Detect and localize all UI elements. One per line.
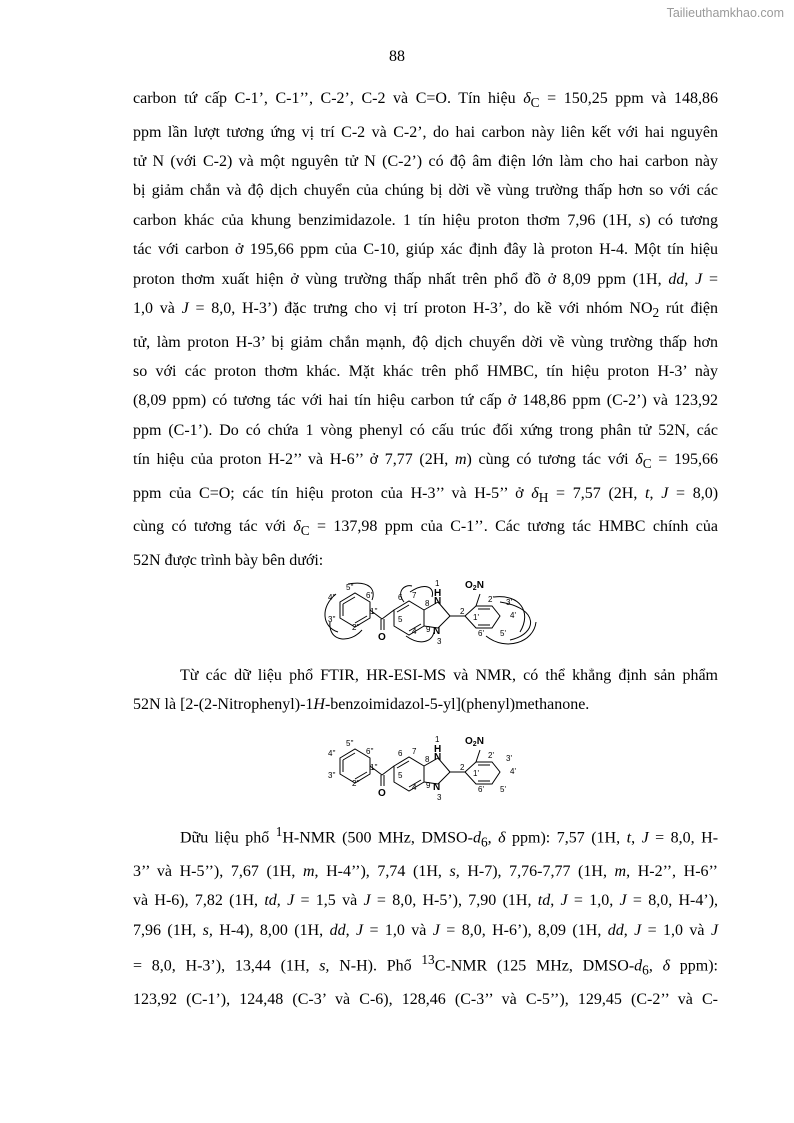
- product-structure-figure: [310, 728, 556, 812]
- atom-label: 5: [398, 615, 403, 624]
- text-line: 123,92 (C-1’), 124,48 (C-3’ và C-6), 128,46 (C-3’’ và C-5’’), 129,45 (C-2’’ và C-: [133, 991, 718, 1009]
- atom-label: 6: [398, 749, 403, 758]
- text-line: (8,09 ppm) có tương tác với hai tín hiệu carbon tứ cấp ở 148,86 ppm (C-2’) và 123,92: [133, 392, 718, 410]
- text-line: 52N được trình bày bên dưới:: [133, 552, 324, 570]
- text-line: 7,96 (1H, s, H-4), 8,00 (1H, dd, J = 1,0 và J = 8,0, H-6’), 8,09 (1H, dd, J = 1,0 và J: [133, 921, 719, 939]
- atom-label: 5: [398, 771, 403, 780]
- atom-label: 2'': [352, 779, 360, 788]
- atom-label: 9: [426, 625, 431, 634]
- atom-label: 2: [460, 763, 465, 772]
- atom-label: 2': [488, 751, 494, 760]
- text-line: tác với carbon ở 195,66 ppm của C-10, giúp xác định đây là proton H-4. Một tín hiệu: [133, 241, 718, 259]
- text-line: bị giảm chắn và độ dịch chuyển của chúng bị dời về vùng trường thấp hơn so với các: [133, 182, 718, 200]
- atom-label: 9: [426, 781, 431, 790]
- atom-label: 1: [435, 735, 440, 744]
- text-line: proton thơm xuất hiện ở vùng trường thấp nhất trên phổ đồ ở 8,09 ppm (1H, dd, J =: [133, 270, 719, 288]
- atom-label: 3'': [328, 615, 336, 624]
- text-line: so với các proton thơm khác. Mặt khác trên phổ HMBC, tín hiệu proton H-3’ này: [133, 363, 718, 381]
- nitro-label: $O_2N$: [465, 736, 484, 748]
- atom-label: 5': [500, 785, 506, 794]
- atom-label: 4'': [328, 749, 336, 758]
- atom-label: 5'': [346, 583, 354, 592]
- atom-label: 3: [437, 793, 442, 802]
- paragraph-hmbc-analysis: [133, 84, 718, 575]
- atom-label: 4: [412, 783, 417, 792]
- atom-label: 7: [412, 591, 417, 600]
- atom-label: N: [434, 752, 442, 763]
- atom-label: 6': [478, 785, 484, 794]
- atom-label: 1': [473, 613, 479, 622]
- atom-label: 8: [425, 599, 430, 608]
- hmbc-structure-figure: [310, 572, 556, 656]
- nitro-label: $O_2N$: [465, 580, 484, 592]
- atom-label: 5': [500, 629, 506, 638]
- text-line: ppm lần lượt tương ứng vị trí C-2 và C-2’, do hai carbon này liên kết với hai nguyên: [133, 123, 718, 141]
- text-line: 1,0 và J = 8,0, H-3’) đặc trưng cho vị trí proton H-3’, do kề với nhóm $NO_2$ rút điện: [133, 300, 718, 321]
- atom-label: 6: [398, 593, 403, 602]
- paragraph-conclusion: [133, 661, 718, 720]
- atom-label: 4'': [328, 593, 336, 602]
- text-line: tín hiệu của proton H-2’’ và H-6’’ ở 7,77 (2H, m) cùng có tương tác với $\delta_C = 195,66$: [133, 451, 719, 472]
- watermark: Tailieuthamkhao.com: [666, 6, 784, 20]
- atom-label: 1'': [370, 607, 378, 616]
- text-line: = 8,0, H-3’), 13,44 (1H, s, N-H). Phổ $^{13}$C-NMR (125 MHz, DMSO-$d_6$, δ ppm):: [133, 952, 718, 978]
- atom-label: 3': [506, 754, 512, 763]
- text-line: tử N (với C-2) và một nguyên tử N (C-2’) có độ âm điện lớn làm cho hai carbon này: [133, 153, 718, 170]
- text-line: ppm của C=O; các tín hiệu proton của H-3’’ và H-5’’ ở $\delta_H = 7,57$ (2H, t, J = 8,0): [133, 484, 719, 506]
- atom-label: H: [434, 588, 442, 599]
- atom-label: 4: [412, 627, 417, 636]
- atom-label: 7: [412, 747, 417, 756]
- text-line: ppm (C-1’). Do có chứa 1 vòng phenyl có cấu trúc đối xứng trong phân tử 52N, các: [133, 421, 718, 439]
- text-line: tử, làm proton H-3’ bị giảm chắn mạnh, độ dịch chuyển dời về vùng trường thấp hơn: [133, 333, 718, 351]
- atom-label: 1: [435, 579, 440, 588]
- atom-label: N: [434, 596, 442, 607]
- atom-label: 6': [478, 629, 484, 638]
- atom-label: N: [433, 782, 441, 793]
- atom-label: 2: [460, 607, 465, 616]
- text-line: 3’’ và H-5’’), 7,67 (1H, m, H-4’’), 7,74 (1H, s, H-7), 7,76-7,77 (1H, m, H-2’’, H-6’’: [133, 862, 719, 880]
- page-number: 88: [389, 48, 405, 65]
- atom-label: 2': [488, 595, 494, 604]
- atom-label: 6'': [366, 747, 374, 756]
- text-line: cùng có tương tác với $\delta_C = 137,98$ ppm của C-1’’. Các tương tác HMBC chính của: [133, 518, 718, 539]
- atom-label: 2'': [352, 623, 360, 632]
- atom-label: 1': [473, 769, 479, 778]
- paragraph-nmr-data: [133, 817, 718, 1014]
- atom-label: 4': [510, 767, 516, 776]
- text-line: 52N là [2-(2-Nitrophenyl)-1H-benzoimidazol-5-yl](phenyl)methanone.: [133, 696, 590, 714]
- atom-label: 4': [510, 611, 516, 620]
- atom-label: 3'': [328, 771, 336, 780]
- text-line: và H-6), 7,82 (1H, td, J = 1,5 và J = 8,0, H-5’), 7,90 (1H, td, J = 1,0, J = 8,0, H-4’),: [133, 892, 719, 910]
- text-line: Từ các dữ liệu phổ FTIR, HR-ESI-MS và NMR, có thể khẳng định sản phẩm: [180, 667, 718, 684]
- text-line: carbon tứ cấp C-1’, C-1’’, C-2’, C-2 và C=O. Tín hiệu $\delta_C = 150,25$ ppm và 148,86: [133, 90, 718, 111]
- text-line: carbon khác của khung benzimidazole. 1 tín hiệu proton thơm 7,96 (1H, s) có tương: [133, 211, 718, 229]
- atom-label: H: [434, 744, 442, 755]
- atom-label: 8: [425, 755, 430, 764]
- atom-label: 6'': [366, 591, 374, 600]
- atom-label: 3: [437, 637, 442, 646]
- text-line: Dữu liệu phổ $^1$H-NMR (500 MHz, DMSO-$d_6$, δ ppm): 7,57 (1H, t, J = 8,0, H-: [180, 824, 719, 850]
- atom-label: O: [378, 788, 386, 799]
- atom-label: O: [378, 632, 386, 643]
- atom-label: 5'': [346, 739, 354, 748]
- atom-label: 3': [506, 598, 512, 607]
- atom-label: N: [433, 626, 441, 637]
- atom-label: 1'': [370, 763, 378, 772]
